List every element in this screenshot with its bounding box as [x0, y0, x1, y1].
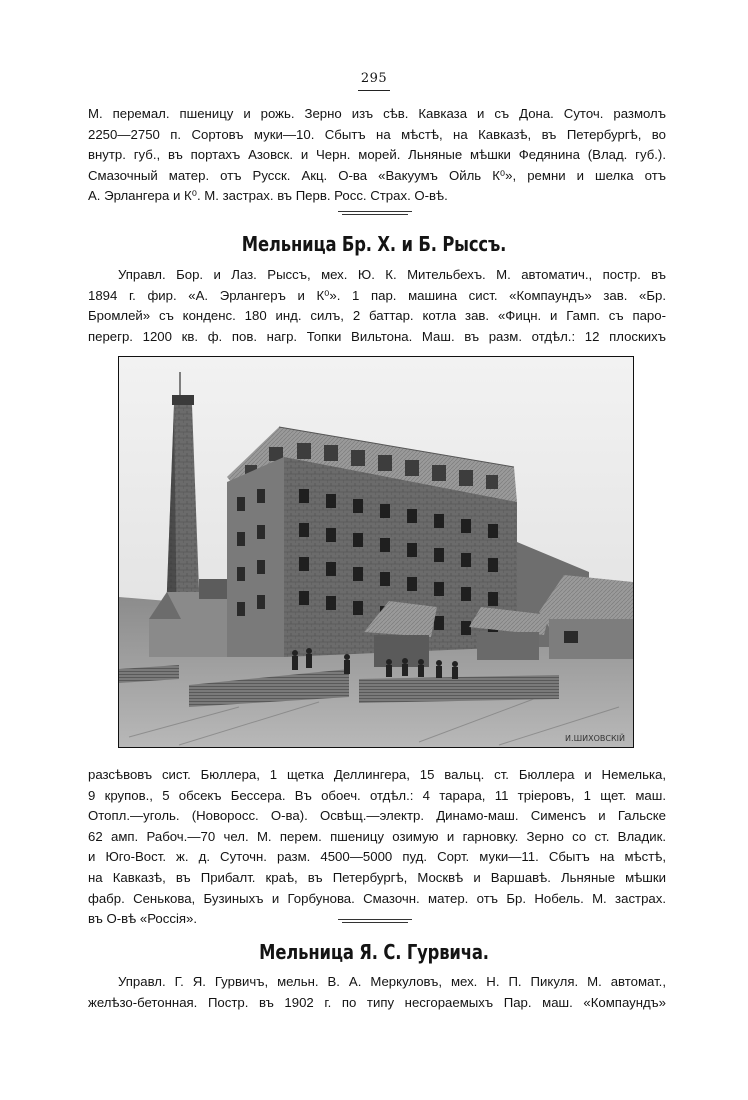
- text-line: Управл. Бор. и Лаз. Рыссъ, мех. Ю. К. Мительбехъ. М. автоматич., постр. въ: [118, 267, 666, 282]
- page-number: 295: [360, 71, 388, 86]
- text-line: А. Эрлангера и К⁰. М. застрах. въ Перв. Росс. Страх. О-вѣ.: [88, 188, 448, 204]
- text-line: въ О-вѣ «Россія».: [88, 911, 198, 927]
- text-line: Отопл.—уголь. (Новоросс. О-ва). Освѣщ.—электр. Динамо-маш. Сименсъ и Гальске: [88, 808, 666, 824]
- ryss-paragraph-top: [88, 265, 666, 347]
- text-line: Бромлей» съ конденс. 180 инд. силъ, 2 баттар. котла зав. «Фицн. и Гамп. съ паро-: [88, 308, 666, 324]
- text-line: 62 амп. Рабоч.—70 чел. М. перем. пшеницу озимую и гарновку. Зерно со ст. Владик.: [88, 828, 666, 844]
- gurvich-paragraph: [88, 972, 666, 1013]
- text-line: перегр. 1200 кв. ф. пов. нагр. Топки Вильтона. Маш. въ разм. отдѣл.: 12 плоскихъ: [88, 328, 666, 344]
- text-line: разсѣвовъ сист. Бюллера, 1 щетка Деллингера, 15 вальц. ст. Бюллера и Немелька,: [88, 767, 666, 782]
- intro-paragraph: [88, 104, 666, 207]
- text-line: 9 крупов., 5 обсекъ Бессера. Въ обоеч. отдѣл.: 4 тарара, 11 тріеровъ, 1 щет. маш.: [88, 787, 666, 803]
- photo-signature: И.ШИХОВСКІЙ: [565, 734, 625, 743]
- mill-illustration: [119, 357, 633, 747]
- section-divider: [338, 919, 412, 923]
- text-line: на Кавказѣ, въ Прибалт. краѣ, въ Петербургѣ, Москвѣ и Варшавѣ. Льняные мѣшки: [88, 869, 666, 885]
- section-heading-gurvich: Мельница Я. С. Гурвича.: [259, 940, 489, 964]
- mill-photograph: [118, 356, 634, 748]
- text-line: Смазочный матер. отъ Русск. Акц. О-ва «Вакуумъ Ойль К⁰», ремни и шелка отъ: [88, 167, 666, 183]
- text-line: М. перемал. пшеницу и рожь. Зерно изъ сѣв. Кавказа и съ Дона. Суточ. размолъ: [88, 106, 666, 121]
- section-heading-ryss: Мельница Бр. Х. и Б. Рыссъ.: [241, 232, 507, 256]
- text-line: фабр. Сенькова, Бузиныхъ и Горбунова. Смазочн. матер. отъ Бр. Нобель. М. застрах.: [88, 890, 666, 906]
- section-divider: [338, 211, 412, 215]
- ryss-paragraph-bottom: [88, 765, 666, 930]
- text-line: внутр. губ., въ портахъ Азовск. и Черн. морей. Льняные мѣшки Федянина (Влад. губ.).: [88, 147, 666, 163]
- text-line: желѣзо-бетонная. Постр. въ 1902 г. по типу несгораемыхъ Пар. маш. «Компаундъ»: [88, 994, 666, 1010]
- text-line: 2250—2750 п. Сортовъ муки—10. Сбытъ на мѣстѣ, на Кавказѣ, въ Петербургѣ, во: [88, 126, 666, 142]
- text-line: Управл. Г. Я. Гурвичъ, мельн. В. А. Меркуловъ, мех. Н. П. Пикуля. М. автомат.,: [118, 974, 666, 989]
- text-line: 1894 г. фир. «А. Эрлангеръ и К⁰». 1 пар. машина сист. «Компаундъ» зав. «Бр.: [88, 287, 666, 303]
- text-line: и Юго-Вост. ж. д. Суточн. разм. 4500—5000 пуд. Сорт. муки—11. Сбытъ на мѣстѣ,: [88, 849, 666, 865]
- page-number-underline: [358, 90, 390, 91]
